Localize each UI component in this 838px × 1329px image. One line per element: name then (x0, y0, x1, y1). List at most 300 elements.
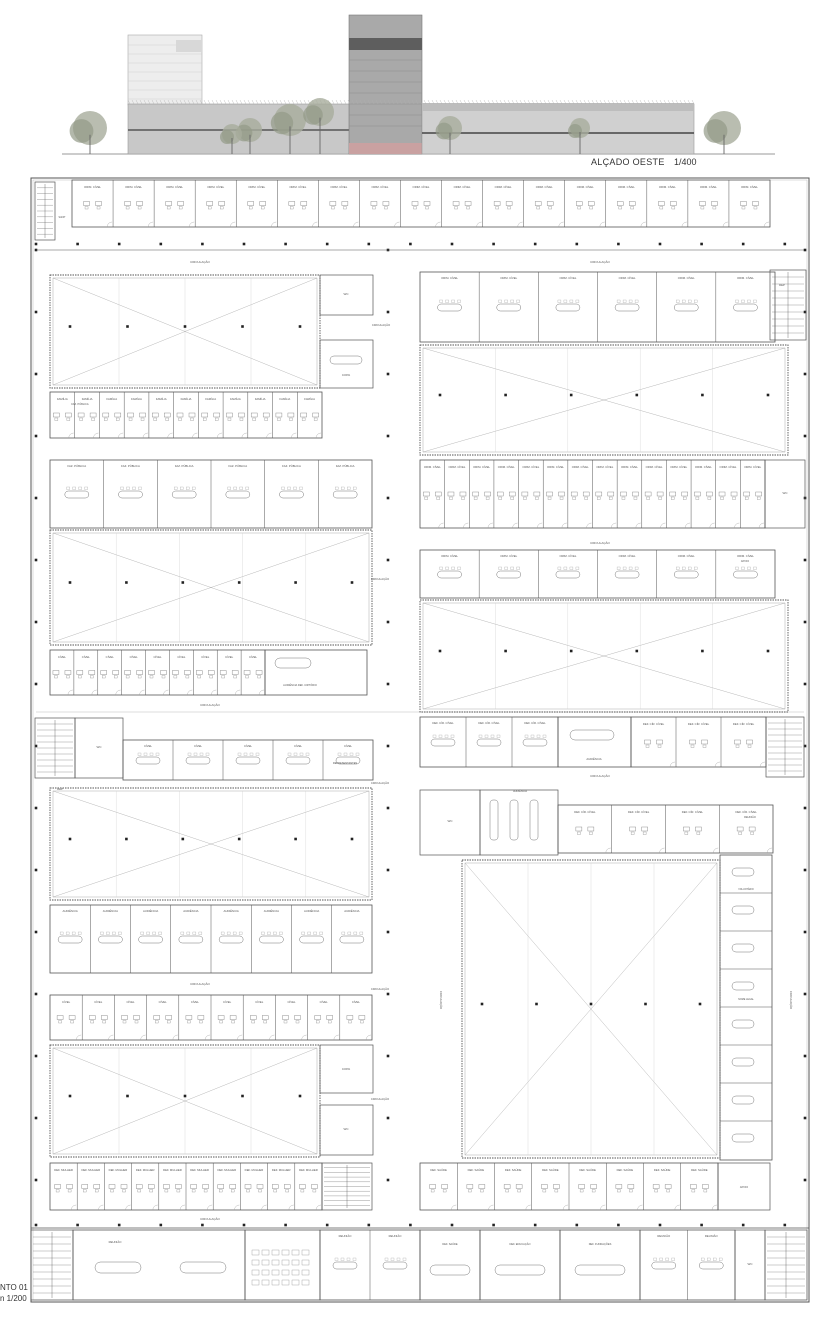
structural-column (76, 243, 79, 246)
desk (140, 413, 146, 417)
chair (458, 300, 461, 303)
chair (302, 932, 305, 935)
office-label: ORIM. CÍVEL (289, 185, 307, 189)
structural-column (504, 650, 507, 653)
structural-column (409, 243, 412, 246)
room-label: REUNIÃO (657, 1234, 671, 1238)
desk (706, 492, 712, 496)
structural-column (767, 394, 770, 397)
office-label: DEF. MULHER (244, 1168, 264, 1172)
chair (461, 497, 464, 500)
structural-column (35, 1179, 38, 1182)
desk (207, 202, 213, 206)
chair (713, 1258, 716, 1261)
chair (458, 567, 461, 570)
chair (138, 207, 141, 210)
chair (597, 497, 600, 500)
office-label: DEF. CÍR. CÍVEL (732, 722, 755, 726)
chair (331, 207, 334, 210)
door-swing (366, 1035, 371, 1040)
elevation-title: ALÇADO OESTE (591, 157, 665, 167)
chair (445, 735, 448, 738)
chair (643, 832, 646, 835)
chair (736, 745, 739, 748)
chair (302, 207, 305, 210)
chair (634, 497, 637, 500)
structural-column (492, 243, 495, 246)
structural-column (636, 650, 639, 653)
corridor-label: CIRCULAÇÃO (590, 774, 610, 778)
chair (719, 1258, 722, 1261)
corridor-label: CIRCULAÇÃO (370, 577, 390, 581)
chair (188, 753, 191, 756)
desk (683, 827, 689, 831)
desk (166, 1016, 172, 1020)
structural-column (35, 1117, 38, 1120)
chair (174, 487, 177, 490)
structural-column (299, 325, 302, 328)
structural-column (76, 1224, 79, 1227)
desk (128, 413, 134, 417)
corridor-label: CIRCULAÇÃO (370, 781, 390, 785)
chair (455, 207, 458, 210)
door-swing (439, 523, 444, 528)
door-swing (760, 762, 765, 767)
chair (580, 1190, 583, 1193)
desk (196, 671, 202, 675)
chair (66, 932, 69, 935)
chair (167, 207, 170, 210)
seat (292, 1250, 299, 1255)
chair (300, 487, 303, 490)
chair (133, 487, 136, 490)
desk (301, 413, 307, 417)
door-swing (118, 433, 123, 438)
desk (711, 202, 717, 206)
desk (260, 202, 266, 206)
elevation-scale: 1/400 (674, 157, 697, 167)
door-swing (98, 1205, 103, 1210)
audience-room (480, 790, 558, 855)
chair (129, 418, 132, 421)
chair (192, 1190, 195, 1193)
desk (232, 671, 238, 675)
door-swing (641, 222, 646, 227)
structural-column (118, 1224, 121, 1227)
chair (123, 1021, 126, 1024)
chair (60, 932, 63, 935)
meeting-table (340, 936, 364, 943)
desk (276, 413, 282, 417)
chair (426, 207, 429, 210)
chair (347, 487, 350, 490)
structural-column (35, 931, 38, 934)
desk (152, 413, 158, 417)
desk (465, 202, 471, 206)
structural-column (35, 559, 38, 562)
meeting-table (286, 757, 310, 764)
office-label: ORIM. CÍVEL (645, 465, 663, 469)
chair (739, 832, 742, 835)
chair (577, 832, 580, 835)
desk (208, 671, 214, 675)
seat (272, 1260, 279, 1265)
desk (218, 1185, 224, 1189)
structural-column (387, 807, 390, 810)
meeting-table (732, 1096, 754, 1104)
office-label: ORIM. CÍVEL (166, 185, 184, 189)
chair (138, 1190, 141, 1193)
chair (159, 932, 162, 935)
chair (234, 676, 237, 679)
chair (617, 1190, 620, 1193)
corridor-label: CIRCULAÇÃO (439, 990, 443, 1010)
office-label: ORIM. CÍVEL (699, 185, 717, 189)
desk (608, 492, 614, 496)
desk (288, 413, 294, 417)
chair (439, 735, 442, 738)
structural-column (409, 1224, 412, 1227)
chair (701, 1258, 704, 1261)
chair (496, 207, 499, 210)
seat (262, 1260, 269, 1265)
chair (353, 1258, 356, 1261)
chair (549, 207, 552, 210)
door-swing (271, 222, 276, 227)
meeting-table (575, 1265, 625, 1275)
desk (186, 1016, 192, 1020)
chair (623, 300, 626, 303)
structural-column (636, 394, 639, 397)
structural-column (35, 373, 38, 376)
door-swing (734, 523, 739, 528)
chair (114, 676, 117, 679)
chair (198, 676, 201, 679)
door-swing (302, 1035, 307, 1040)
chair (141, 418, 144, 421)
door-swing (235, 690, 240, 695)
structural-column (659, 243, 662, 246)
meeting-table (733, 304, 757, 311)
chair (635, 567, 638, 570)
chair (589, 832, 592, 835)
desk (509, 492, 515, 496)
room-label: COPA (341, 373, 351, 377)
office-label: CÍVEL (129, 655, 138, 659)
chair (144, 753, 147, 756)
desk (101, 1016, 107, 1020)
chair (468, 1190, 471, 1193)
desk (559, 492, 565, 496)
office-label: DEF. MULHER (190, 1168, 209, 1172)
desk (250, 1016, 256, 1020)
room-label: DEF. CÍR. CÍVEL (432, 721, 454, 725)
chair (118, 932, 121, 935)
desk (702, 740, 708, 744)
structural-column (387, 497, 390, 500)
office-label: ORIM. CÍVEL (547, 465, 565, 469)
desk (53, 413, 59, 417)
chair (350, 753, 353, 756)
chair (708, 497, 711, 500)
desk (576, 827, 582, 831)
desk (359, 1016, 365, 1020)
chair (518, 1190, 521, 1193)
chair (451, 735, 454, 738)
chair (264, 1021, 267, 1024)
chair (103, 1021, 106, 1024)
chair (200, 753, 203, 756)
chair (745, 497, 748, 500)
chair (555, 1190, 558, 1193)
chair (112, 932, 115, 935)
structural-column (387, 373, 390, 376)
desk (299, 1185, 305, 1189)
door-swing (600, 222, 605, 227)
chair (228, 418, 231, 421)
meeting-table (65, 491, 89, 498)
door-swing (173, 1035, 178, 1040)
room-label: APOIO (740, 560, 750, 563)
chair (102, 676, 105, 679)
desk (645, 740, 651, 744)
chair (666, 1258, 669, 1261)
chair (537, 207, 540, 210)
room-label: REUNIÃO (704, 1234, 718, 1238)
desk (163, 1185, 169, 1189)
chair (356, 753, 359, 756)
room-label: NOME LEGAL (738, 998, 754, 1001)
chair (508, 207, 511, 210)
desk (82, 1185, 88, 1189)
room-label: ORIM. CÍVEL (441, 554, 459, 558)
chair (314, 932, 317, 935)
chair (631, 832, 634, 835)
chair (156, 753, 159, 756)
chair (511, 567, 514, 570)
chair (284, 1021, 287, 1024)
desk (576, 202, 582, 206)
office-label: DEF. SAÚDE (579, 1168, 596, 1172)
structural-column (535, 1003, 538, 1006)
desk (90, 413, 96, 417)
chair (543, 735, 546, 738)
chair (348, 932, 351, 935)
door-swing (513, 523, 518, 528)
office-label: DEF. MULHER (271, 1168, 291, 1172)
door-swing (207, 1205, 212, 1210)
door-swing (234, 1205, 239, 1210)
chair (246, 676, 249, 679)
meeting-table (732, 1058, 754, 1066)
desk (67, 1185, 73, 1189)
office-label: DEF. SAÚDE (616, 1168, 634, 1172)
room-label: FAZ. PÚBLICA (121, 464, 140, 468)
door-swing (168, 433, 173, 438)
desk (744, 492, 750, 496)
chair (231, 1190, 234, 1193)
structural-column (126, 325, 129, 328)
office-label: DEF. MULHER (81, 1168, 101, 1172)
desk (134, 1016, 140, 1020)
meeting-table (219, 936, 243, 943)
meeting-table (732, 944, 754, 952)
structural-column (294, 838, 297, 841)
office-label: CÍVEL (201, 655, 210, 659)
chair (523, 497, 526, 500)
chair (59, 1021, 62, 1024)
chair (576, 300, 579, 303)
office-label: DEF. SAÚDE (691, 1168, 708, 1172)
meeting-table (556, 304, 580, 311)
room-label: ORIM. CÍVEL (500, 276, 518, 280)
door-swing (71, 1205, 76, 1210)
chair (335, 1258, 338, 1261)
office-label: FAMÍLIA (304, 397, 316, 401)
desk (442, 1185, 448, 1189)
chair (335, 487, 338, 490)
corridor-label: CIRCULAÇÃO (200, 703, 220, 707)
meeting-table (333, 491, 357, 498)
desk (737, 827, 743, 831)
structural-column (241, 325, 244, 328)
desk (547, 202, 553, 206)
room-label: REUNIÃO (108, 1240, 122, 1244)
corridor-label: CIRCULAÇÃO (370, 1097, 390, 1101)
meeting-table (652, 1262, 676, 1269)
chair (338, 753, 341, 756)
structural-column (368, 1224, 371, 1227)
meeting-table (497, 304, 521, 311)
desk (202, 413, 208, 417)
desk (541, 1185, 547, 1189)
chair (256, 753, 259, 756)
office-label: DEF. CÍR. CÍVEL (735, 810, 757, 814)
chair (741, 567, 744, 570)
chair (671, 497, 674, 500)
door-swing (675, 1205, 680, 1210)
chair (127, 487, 130, 490)
room-label: FAZ. PÚBLICA (174, 464, 194, 468)
seat (282, 1260, 289, 1265)
chair (78, 676, 81, 679)
door-swing (682, 222, 687, 227)
desk (588, 202, 594, 206)
chair (187, 1021, 190, 1024)
desk (571, 492, 577, 496)
door-swing (316, 1205, 321, 1210)
desk (347, 1016, 353, 1020)
door-swing (559, 222, 564, 227)
structural-column (243, 243, 246, 246)
chair (155, 1021, 158, 1024)
structural-column (644, 1003, 647, 1006)
desk (198, 1016, 204, 1020)
desk (645, 492, 651, 496)
desk (702, 1185, 708, 1189)
door-swing (660, 523, 665, 528)
desk (383, 202, 389, 206)
seat (282, 1250, 289, 1255)
room-label: REUNIÃO (744, 816, 756, 819)
room-label: ORIM. CÍVEL (618, 554, 636, 558)
meeting-table (438, 571, 462, 578)
room-label: DEF. CÍR. CÍVEL (524, 721, 546, 725)
door-swing (526, 1205, 531, 1210)
desk (121, 1185, 127, 1189)
chair (751, 832, 754, 835)
meeting-table (180, 1262, 226, 1273)
chair (629, 567, 632, 570)
desk (756, 492, 762, 496)
door-swing (205, 1035, 210, 1040)
desk (327, 1016, 333, 1020)
door-swing (477, 222, 482, 227)
office-label: DEF. MULHER (54, 1168, 73, 1172)
seat (282, 1280, 289, 1285)
office-label: FAMÍLIA (230, 397, 241, 401)
chair (688, 567, 691, 570)
desk (178, 202, 184, 206)
chair (274, 1190, 277, 1193)
chair (328, 1021, 331, 1024)
chair (713, 207, 716, 210)
chair (385, 1258, 388, 1261)
chair (660, 207, 663, 210)
desk (230, 1016, 236, 1020)
chair (294, 753, 297, 756)
chair (658, 745, 661, 748)
office-label: CÍVEL (287, 1000, 296, 1004)
chair (560, 497, 563, 500)
structural-column (451, 1224, 454, 1227)
room-label: COPA (341, 1067, 351, 1071)
desk (214, 413, 220, 417)
desk (53, 671, 59, 675)
structural-column (570, 650, 573, 653)
meeting-table (172, 491, 196, 498)
floor-plan-scale: n 1/200 (0, 1294, 27, 1303)
desk (113, 671, 119, 675)
desk (658, 202, 664, 206)
chair (696, 497, 699, 500)
structural-column (387, 1179, 390, 1182)
meeting-table (674, 304, 698, 311)
chair (354, 932, 357, 935)
chair (296, 1021, 299, 1024)
chair (290, 207, 293, 210)
meeting-table (98, 936, 122, 943)
meeting-table (733, 571, 757, 578)
meeting-table (226, 491, 250, 498)
desk (629, 202, 635, 206)
office-label: ORIM. CÍVEL (740, 185, 758, 189)
desk (665, 1185, 671, 1189)
room-label: DEF. CÍR. CÍVEL (478, 721, 500, 725)
chair (558, 300, 561, 303)
desk (311, 1185, 317, 1189)
desk (632, 492, 638, 496)
office-label: ORIM. CÍVEL (453, 185, 471, 189)
corridor-label: CIRCULAÇÃO (590, 260, 610, 264)
desk (137, 671, 143, 675)
office-label: CÍVEL (153, 655, 162, 659)
desk (424, 202, 430, 206)
office-label: FAMÍLIA (254, 397, 266, 401)
chair (431, 1190, 434, 1193)
door-swing (463, 523, 468, 528)
door-swing (148, 222, 153, 227)
